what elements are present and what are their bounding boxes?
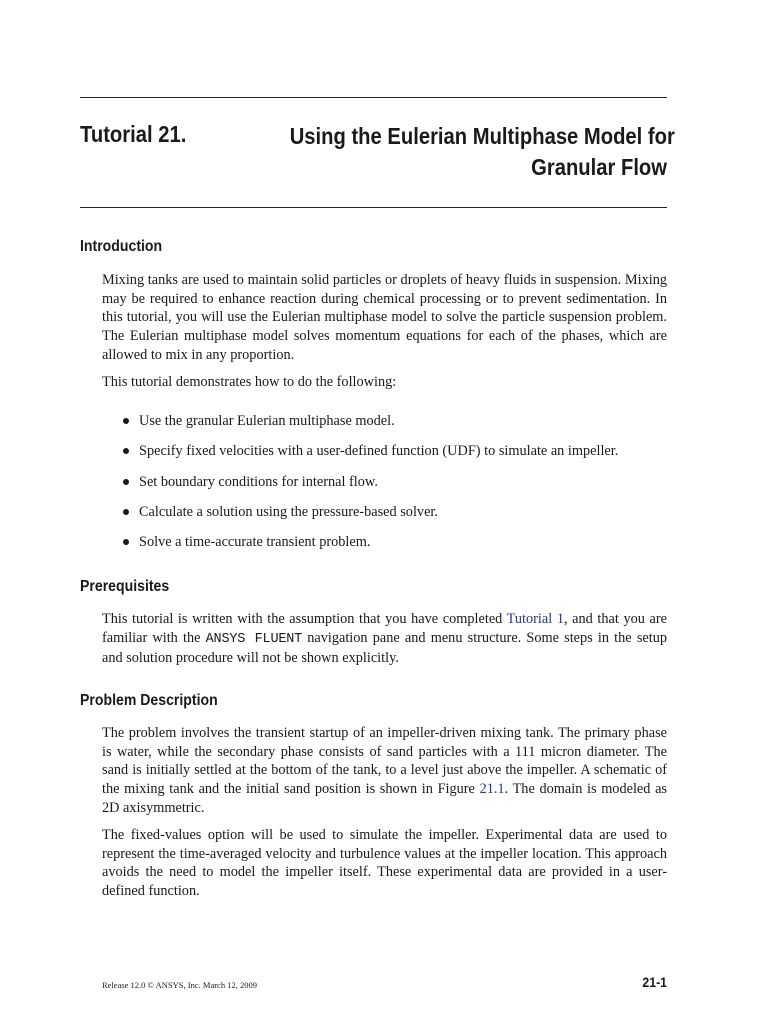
- prerequisites-heading: Prerequisites: [80, 578, 170, 595]
- title-bottom-rule: [80, 207, 667, 208]
- bullet-icon: [123, 479, 129, 485]
- list-item: Use the granular Eulerian multiphase model.: [102, 411, 667, 441]
- title-line-1: Using the Eulerian Multiphase Model for: [289, 123, 675, 149]
- problem-description-heading: Problem Description: [80, 692, 218, 709]
- prerequisites-paragraph: This tutorial is written with the assumption that you have completed Tutorial 1, and that you are familiar with the ANSYS FLUENT navigation pane and menu structure. Some steps in the setup and solution procedure will not be shown explicitly.: [102, 611, 667, 667]
- tutorial-1-link[interactable]: Tutorial 1: [506, 611, 564, 627]
- tutorial-number: Tutorial 21.: [80, 121, 187, 147]
- page-number: 21-1: [642, 974, 667, 990]
- bullet-icon: [123, 448, 129, 454]
- problem-paragraph-1: The problem involves the transient startup of an impeller-driven mixing tank. The primary phase is water, while the secondary phase consists of sand particles with a 111 micron diameter. The sand is initially settled at the bottom of the tank, to a level just above the impeller. A schematic of the mixing tank and the initial sand position is shown in Figure 21.1. The domain is modeled as 2D axisymmetric.: [102, 725, 667, 816]
- introduction-heading: Introduction: [80, 238, 163, 255]
- problem-paragraph-2: The fixed-values option will be used to simulate the impeller. Experimental data are used to represent the time-averaged velocity and turbulence values at the impeller location. This approach avoids the need to model the impeller itself. These experimental data are provided in a user-defined function.: [102, 827, 667, 900]
- bullet-icon: [123, 418, 129, 424]
- introduction-paragraph: Mixing tanks are used to maintain solid particles or droplets of heavy fluids in suspension. Mixing may be required to enhance reaction during chemical processing or to prevent sedimentation. In this tutorial, you will use the Eulerian multiphase model to solve the particle suspension problem. The Eulerian multiphase model solves momentum equations for each of the phases, which are allowed to mix in any proportion.: [102, 272, 667, 363]
- list-item: Solve a time-accurate transient problem.: [102, 532, 667, 562]
- bullet-icon: [123, 539, 129, 545]
- title-line-2: Granular Flow: [531, 154, 667, 180]
- figure-21-1-link[interactable]: 21.1: [479, 781, 505, 798]
- top-rule: [80, 97, 667, 98]
- objectives-list: [102, 411, 667, 562]
- introduction-lead-in: This tutorial demonstrates how to do the following:: [102, 374, 397, 390]
- release-info: Release 12.0 © ANSYS, Inc. March 12, 2009: [102, 980, 257, 990]
- product-name: ANSYS FLUENT: [205, 631, 303, 647]
- list-item: Set boundary conditions for internal flow.: [102, 472, 667, 502]
- page-title: [227, 121, 675, 183]
- bullet-icon: [123, 509, 129, 515]
- list-item: Specify fixed velocities with a user-defined function (UDF) to simulate an impeller.: [102, 441, 667, 471]
- list-item: Calculate a solution using the pressure-based solver.: [102, 502, 667, 532]
